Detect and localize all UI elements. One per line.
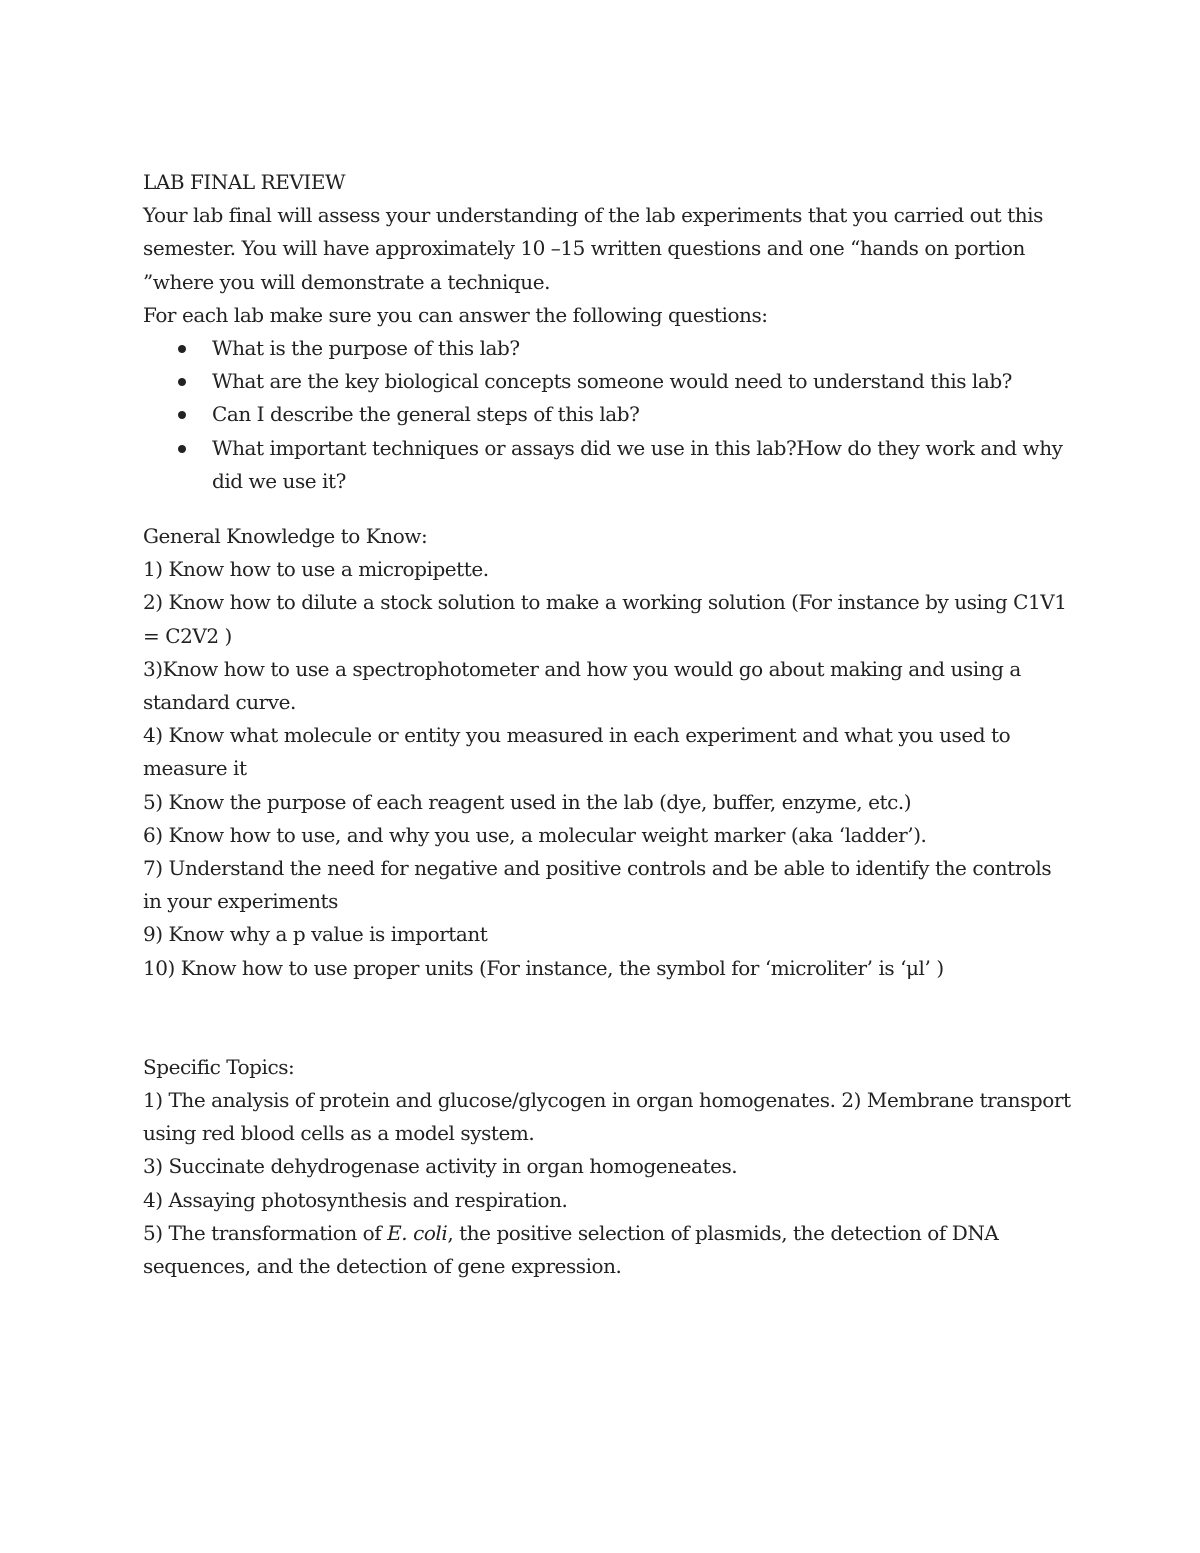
- lead-paragraph: For each lab make sure you can answer the following questions:: [143, 302, 768, 327]
- specific-item: 1) The analysis of protein and glucose/glycogen in organ homogenates. 2) Membrane transport using red blood cells as a model system.: [143, 1088, 1071, 1146]
- question-list: [143, 332, 1073, 498]
- list-item: [212, 432, 1073, 498]
- section-spacer: [143, 985, 1073, 1051]
- general-item: 5) Know the purpose of each reagent used in the lab (dye, buffer, enzyme, etc.): [143, 789, 912, 814]
- document-page: [143, 166, 1073, 1283]
- intro-paragraph: Your lab final will assess your understanding of the lab experiments that you carried out this semester. You will have approximately 10 –15 written questions and one “hands on portion ”where you will demonstrate a technique.: [143, 203, 1043, 294]
- general-item: 10) Know how to use proper units (For instance, the symbol for ‘microliter’ is ‘μl’ ): [143, 955, 944, 980]
- specific-item: 4) Assaying photosynthesis and respiration.: [143, 1187, 568, 1212]
- general-item: 1) Know how to use a micropipette.: [143, 557, 489, 582]
- general-item: 2) Know how to dilute a stock solution to make a working solution (For instance by using C1V1 = C2V2 ): [143, 590, 1067, 648]
- general-item: 3)Know how to use a spectrophotometer and how you would go about making and using a standard curve.: [143, 656, 1021, 715]
- list-item-text: What important techniques or assays did we use in this lab?How do they work and why did we use it?: [212, 435, 1063, 493]
- general-knowledge-heading: General Knowledge to Know:: [143, 524, 428, 549]
- organism-name: E. coli: [387, 1220, 448, 1245]
- specific-item-text: , the positive selection of plasmids, the detection of DNA sequences, and the detection of gene expression.: [143, 1220, 999, 1279]
- list-item: [212, 332, 1073, 365]
- bullet-icon: [178, 345, 186, 353]
- list-item: [212, 365, 1073, 398]
- bullet-icon: [178, 445, 186, 453]
- specific-item: [143, 1217, 1073, 1283]
- general-item: 6) Know how to use, and why you use, a molecular weight marker (aka ‘ladder’).: [143, 822, 927, 847]
- general-item: 4) Know what molecule or entity you measured in each experiment and what you used to measure it: [143, 723, 1011, 781]
- list-item: [212, 398, 1073, 431]
- bullet-icon: [178, 378, 186, 386]
- list-item-text: What is the purpose of this lab?: [212, 336, 520, 361]
- general-item: 7) Understand the need for negative and positive controls and be able to identify the controls in your experiments: [143, 856, 1052, 914]
- bullet-icon: [178, 411, 186, 419]
- general-item: 9) Know why a p value is important: [143, 922, 488, 947]
- specific-item-text: 5) The transformation of: [143, 1220, 388, 1245]
- list-item-text: What are the key biological concepts someone would need to understand this lab?: [212, 369, 1012, 394]
- specific-item: 3) Succinate dehydrogenase activity in organ homogeneates.: [143, 1154, 738, 1179]
- specific-topics-heading: Specific Topics:: [143, 1054, 295, 1079]
- list-item-text: Can I describe the general steps of this lab?: [212, 402, 640, 427]
- document-title: LAB FINAL REVIEW: [143, 170, 346, 194]
